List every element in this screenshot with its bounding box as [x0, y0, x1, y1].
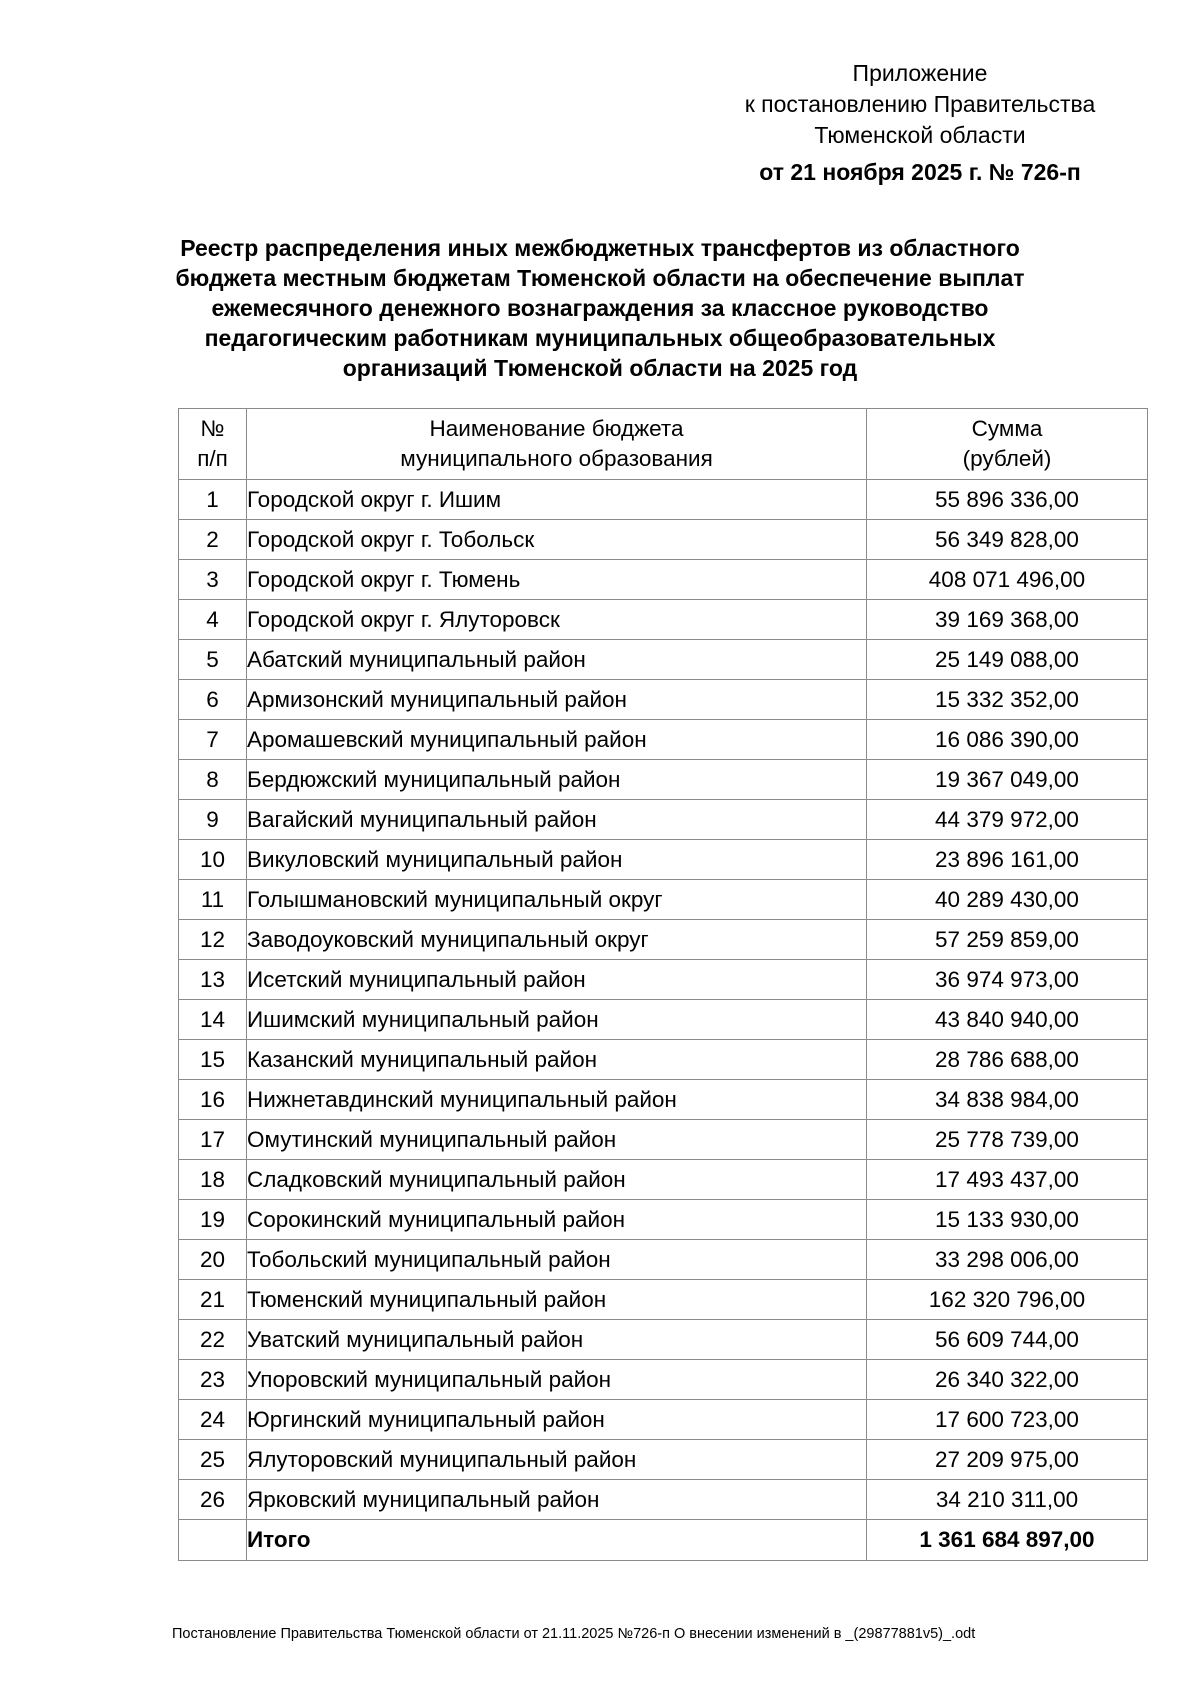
table-row [179, 1000, 1148, 1040]
table-row [179, 1200, 1148, 1240]
row-number: 5 [179, 640, 247, 680]
row-budget-name: Армизонский муниципальный район [247, 680, 867, 720]
row-number: 10 [179, 840, 247, 880]
header-sum-line: Сумма [971, 416, 1043, 441]
row-budget-name: Упоровский муниципальный район [247, 1360, 867, 1400]
row-budget-name: Заводоуковский муниципальный округ [247, 920, 867, 960]
row-number: 14 [179, 1000, 247, 1040]
table-row [179, 1280, 1148, 1320]
document-title [150, 233, 1050, 383]
row-sum: 39 169 368,00 [867, 600, 1148, 640]
table-row [179, 480, 1148, 520]
row-number: 22 [179, 1320, 247, 1360]
row-number: 3 [179, 560, 247, 600]
header-sum-line: (рублей) [962, 446, 1052, 471]
row-number: 15 [179, 1040, 247, 1080]
appendix-date-number: от 21 ноября 2025 г. № 726-п [759, 159, 1081, 185]
row-sum: 15 332 352,00 [867, 680, 1148, 720]
appendix-ref: к постановлению Правительства [744, 91, 1096, 117]
row-number: 6 [179, 680, 247, 720]
row-sum: 19 367 049,00 [867, 760, 1148, 800]
table-header-row [179, 409, 1148, 480]
table-row [179, 680, 1148, 720]
total-row [179, 1520, 1148, 1561]
row-budget-name: Исетский муниципальный район [247, 960, 867, 1000]
table-row [179, 520, 1148, 560]
row-budget-name: Городской округ г. Тобольск [247, 520, 867, 560]
row-sum: 34 210 311,00 [867, 1480, 1148, 1520]
row-number: 9 [179, 800, 247, 840]
table-row [179, 1360, 1148, 1400]
table-row [179, 920, 1148, 960]
row-number: 2 [179, 520, 247, 560]
table-row [179, 1040, 1148, 1080]
table-row [179, 1440, 1148, 1480]
row-budget-name: Городской округ г. Ялуторовск [247, 600, 867, 640]
row-budget-name: Вагайский муниципальный район [247, 800, 867, 840]
row-number: 7 [179, 720, 247, 760]
title-line: ежемесячного денежного вознаграждения за классное руководство [211, 295, 989, 321]
row-number: 8 [179, 760, 247, 800]
title-line: бюджета местным бюджетам Тюменской области на обеспечение выплат [175, 265, 1025, 291]
row-sum: 43 840 940,00 [867, 1000, 1148, 1040]
table-row [179, 1160, 1148, 1200]
row-budget-name: Омутинский муниципальный район [247, 1120, 867, 1160]
table-row [179, 1120, 1148, 1160]
table-row [179, 960, 1148, 1000]
row-sum: 44 379 972,00 [867, 800, 1148, 840]
table-row [179, 640, 1148, 680]
row-budget-name: Аромашевский муниципальный район [247, 720, 867, 760]
row-sum: 55 896 336,00 [867, 480, 1148, 520]
header-sum [867, 409, 1148, 480]
table-row [179, 600, 1148, 640]
row-budget-name: Городской округ г. Тюмень [247, 560, 867, 600]
row-budget-name: Юргинский муниципальный район [247, 1400, 867, 1440]
row-sum: 17 600 723,00 [867, 1400, 1148, 1440]
table-row [179, 1400, 1148, 1440]
table-row [179, 720, 1148, 760]
row-number: 23 [179, 1360, 247, 1400]
row-number: 21 [179, 1280, 247, 1320]
row-number: 24 [179, 1400, 247, 1440]
row-sum: 34 838 984,00 [867, 1080, 1148, 1120]
row-budget-name: Ялуторовский муниципальный район [247, 1440, 867, 1480]
row-budget-name: Сорокинский муниципальный район [247, 1200, 867, 1240]
row-budget-name: Бердюжский муниципальный район [247, 760, 867, 800]
row-sum: 23 896 161,00 [867, 840, 1148, 880]
row-sum: 25 778 739,00 [867, 1120, 1148, 1160]
row-budget-name: Ишимский муниципальный район [247, 1000, 867, 1040]
row-number: 1 [179, 480, 247, 520]
row-sum: 36 974 973,00 [867, 960, 1148, 1000]
total-label: Итого [247, 1520, 867, 1561]
row-budget-name: Сладковский муниципальный район [247, 1160, 867, 1200]
header-name-line: Наименование бюджета [429, 416, 684, 441]
row-number: 26 [179, 1480, 247, 1520]
table-row [179, 840, 1148, 880]
row-sum: 26 340 322,00 [867, 1360, 1148, 1400]
row-number: 19 [179, 1200, 247, 1240]
appendix-region: Тюменской области [814, 122, 1026, 148]
table-row [179, 880, 1148, 920]
row-number: 12 [179, 920, 247, 960]
table-row [179, 760, 1148, 800]
title-line: Реестр распределения иных межбюджетных трансфертов из областного [180, 235, 1020, 261]
row-sum: 28 786 688,00 [867, 1040, 1148, 1080]
row-number: 17 [179, 1120, 247, 1160]
header-number [179, 409, 247, 480]
row-sum: 33 298 006,00 [867, 1240, 1148, 1280]
total-number [179, 1520, 247, 1561]
table-row [179, 800, 1148, 840]
row-number: 18 [179, 1160, 247, 1200]
row-number: 25 [179, 1440, 247, 1480]
header-number-line: п/п [197, 446, 228, 471]
row-sum: 15 133 930,00 [867, 1200, 1148, 1240]
distribution-table [178, 408, 1148, 1561]
row-budget-name: Голышмановский муниципальный округ [247, 880, 867, 920]
row-sum: 57 259 859,00 [867, 920, 1148, 960]
row-number: 20 [179, 1240, 247, 1280]
appendix-label: Приложение [852, 60, 988, 86]
row-number: 4 [179, 600, 247, 640]
table-row [179, 1320, 1148, 1360]
row-sum: 25 149 088,00 [867, 640, 1148, 680]
row-number: 11 [179, 880, 247, 920]
table-row [179, 1240, 1148, 1280]
row-number: 16 [179, 1080, 247, 1120]
total-sum: 1 361 684 897,00 [867, 1520, 1148, 1561]
header-name [247, 409, 867, 480]
row-budget-name: Нижнетавдинский муниципальный район [247, 1080, 867, 1120]
row-sum: 56 349 828,00 [867, 520, 1148, 560]
row-sum: 16 086 390,00 [867, 720, 1148, 760]
row-budget-name: Ярковский муниципальный район [247, 1480, 867, 1520]
row-budget-name: Казанский муниципальный район [247, 1040, 867, 1080]
row-sum: 162 320 796,00 [867, 1280, 1148, 1320]
row-budget-name: Тобольский муниципальный район [247, 1240, 867, 1280]
title-line: организаций Тюменской области на 2025 год [342, 355, 858, 381]
table-body [179, 480, 1148, 1561]
row-budget-name: Викуловский муниципальный район [247, 840, 867, 880]
header-number-line: № [200, 416, 225, 441]
table-row [179, 1480, 1148, 1520]
row-sum: 56 609 744,00 [867, 1320, 1148, 1360]
row-sum: 17 493 437,00 [867, 1160, 1148, 1200]
footer-filename: Постановление Правительства Тюменской области от 21.11.2025 №726-п О внесении изменений в _(29877881v5)_.odt [172, 1626, 976, 1642]
table-row [179, 1080, 1148, 1120]
table-row [179, 560, 1148, 600]
row-budget-name: Абатский муниципальный район [247, 640, 867, 680]
row-sum: 27 209 975,00 [867, 1440, 1148, 1480]
row-sum: 40 289 430,00 [867, 880, 1148, 920]
title-line: педагогическим работникам муниципальных общеобразовательных [204, 325, 996, 351]
row-budget-name: Уватский муниципальный район [247, 1320, 867, 1360]
appendix-block [690, 58, 1150, 188]
row-sum: 408 071 496,00 [867, 560, 1148, 600]
header-name-line: муниципального образования [400, 446, 713, 471]
row-budget-name: Тюменский муниципальный район [247, 1280, 867, 1320]
row-number: 13 [179, 960, 247, 1000]
row-budget-name: Городской округ г. Ишим [247, 480, 867, 520]
